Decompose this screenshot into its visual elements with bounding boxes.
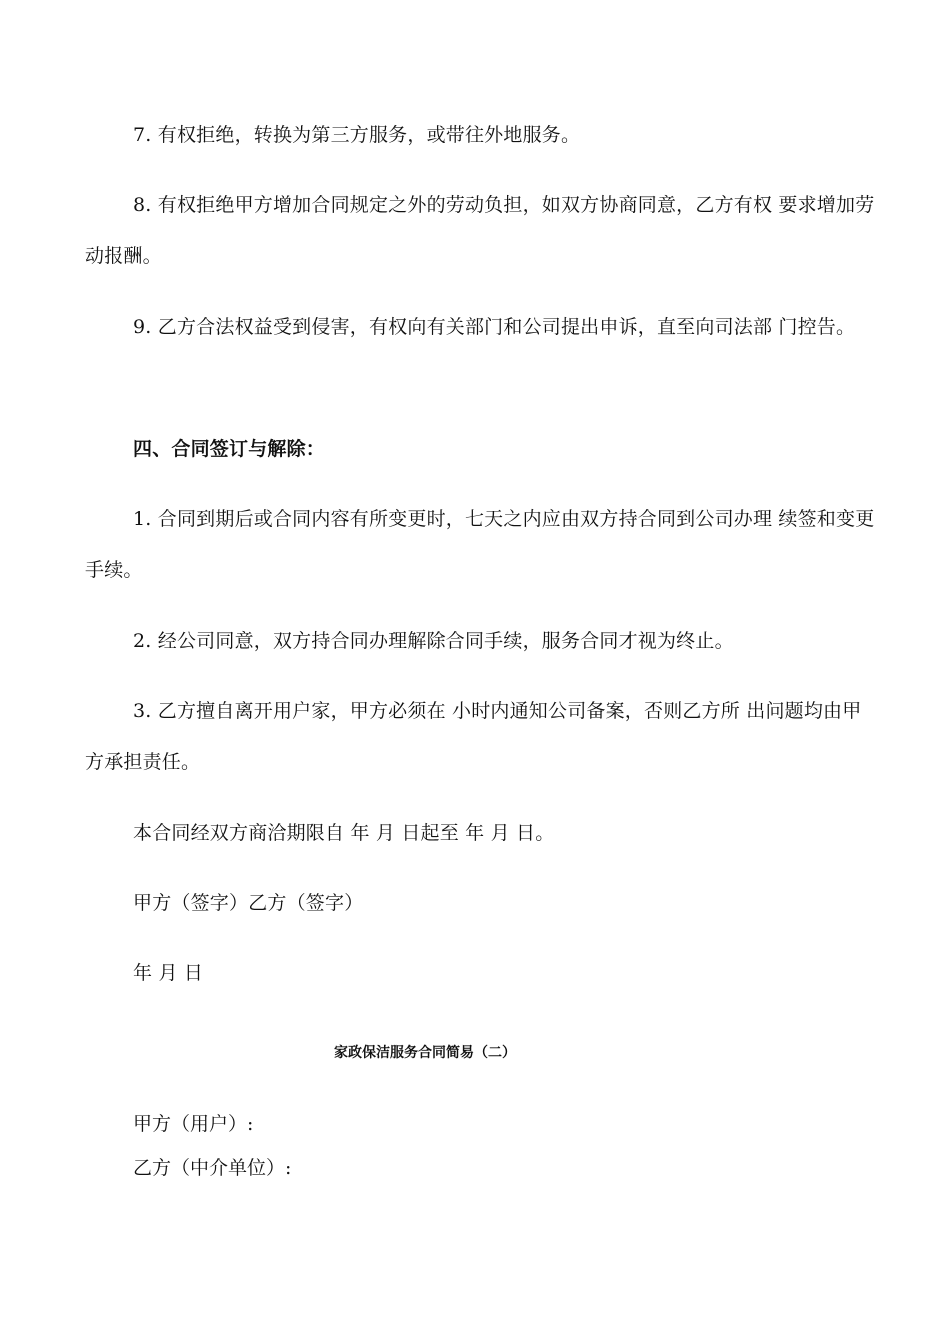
section-4-item-1: 1. 合同到期后或合同内容有所变更时，七天之内应由双方持合同到公司办理 续签和变更手续。 (85, 508, 875, 581)
signature-line: 甲方（签字）乙方（签字） (133, 892, 364, 914)
second-contract-title: 家政保洁服务合同简易（二） (334, 1045, 516, 1061)
clause-8: 8. 有权拒绝甲方增加合同规定之外的劳动负担，如双方协商同意，乙方有权 要求增加劳动报酬。 (85, 194, 875, 267)
party-b-label: 乙方（中介单位）: (133, 1157, 292, 1179)
section-4-item-3: 3. 乙方擅自离开用户家，甲方必须在 小时内通知公司备案，否则乙方所 出问题均由甲方承担责任。 (85, 700, 862, 773)
clause-7: 7. 有权拒绝，转换为第三方服务，或带往外地服务。 (133, 124, 581, 146)
contract-term: 本合同经双方商洽期限自 年 月 日起至 年 月 日。 (133, 822, 555, 844)
date-line: 年 月 日 (133, 962, 204, 984)
party-a-label: 甲方（用户）: (133, 1113, 254, 1135)
clause-9: 9. 乙方合法权益受到侵害，有权向有关部门和公司提出申诉，直至向司法部 门控告。 (133, 316, 856, 338)
section-4-item-2: 2. 经公司同意，双方持合同办理解除合同手续，服务合同才视为终止。 (133, 630, 734, 652)
section-4-heading: 四、合同签订与解除： (133, 438, 326, 460)
